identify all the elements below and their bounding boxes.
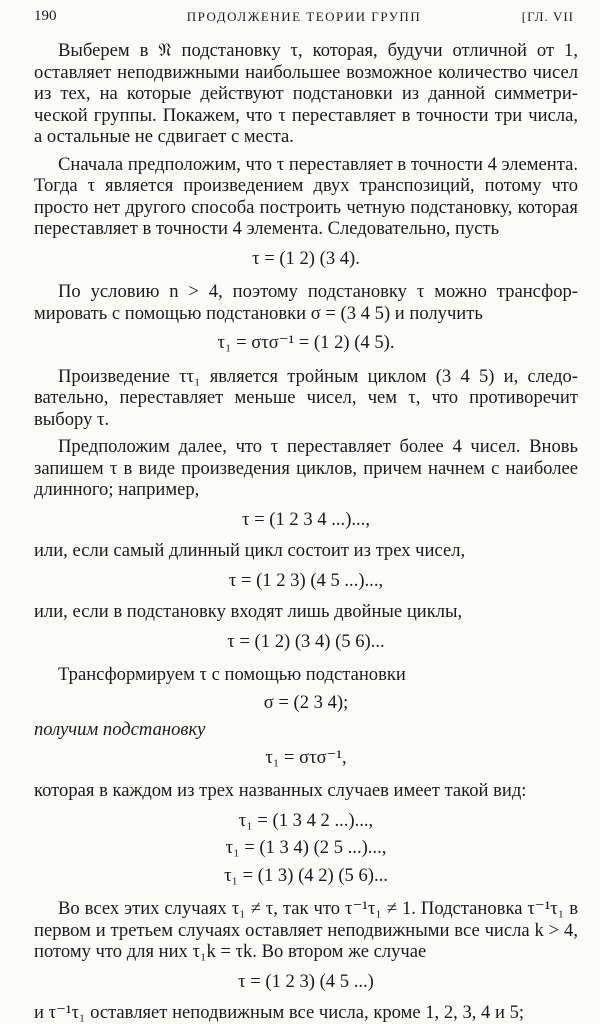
- chapter-marker: [ГЛ. VII: [521, 9, 574, 24]
- equation-3: τ = (1 2 3 4 ...)...,: [242, 508, 370, 530]
- equation-2: τ₁ = στσ⁻¹ = (1 2) (4 5).: [217, 332, 395, 353]
- equation-7: τ₁ = στσ⁻¹,: [265, 746, 347, 768]
- paragraph-12: и τ⁻¹τ₁ оставляет неподвижным все числа, кроме 1, 2, 3, 4 и 5;: [34, 1002, 525, 1023]
- paragraph-6: или, если самый длинный цикл состоит из трех чисел,: [34, 540, 466, 561]
- paragraph-5: Предположим далее, что τ переставляет более 4 чисел. Вновь запишем τ в виде произведения циклов, причем начнем с наиболее длинного; например,: [34, 436, 578, 500]
- equation-5: τ = (1 2) (3 4) (5 6)...: [227, 630, 385, 652]
- paragraph-9: получим подстановку: [34, 719, 206, 740]
- paragraph-10: которая в каждом из трех названных случаев имеет такой вид:: [34, 780, 527, 801]
- paragraph-4: Произведение ττ₁ является тройным циклом (3 4 5) и, следовательно, переставляет меньше чисел, чем τ, что противоречит выбору τ.: [34, 365, 578, 430]
- paragraph-3: По условию n > 4, поэтому подстановку τ можно трансформировать с помощью подстановки σ = (3 4 5) и получить: [34, 281, 578, 324]
- equation-8c: τ₁ = (1 3) (4 2) (5 6)...: [224, 864, 388, 886]
- running-header: [34, 8, 574, 30]
- paragraph-8: Трансформируем τ с помощью подстановки: [58, 664, 406, 685]
- page-body: [34, 40, 578, 1024]
- paragraph-2: Сначала предположим, что τ переставляет в точности 4 элемента. Тогда τ является произведением двух транспозиций, потому что просто нет другого способа построить четную подстановку, которая переставляет в точности 4 элемента. Следовательно, пусть: [34, 153, 578, 239]
- equation-1: τ = (1 2) (3 4).: [252, 247, 360, 269]
- running-title: ПРОДОЛЖЕНИЕ ТЕОРИИ ГРУПП: [186, 9, 422, 24]
- equation-4: τ = (1 2 3) (4 5 ...)...,: [228, 569, 384, 591]
- equation-9: τ = (1 2 3) (4 5 ...): [238, 970, 374, 992]
- equation-8a: τ₁ = (1 3 4 2 ...)...,: [238, 809, 374, 831]
- paragraph-7: или, если в подстановку входят лишь двойные циклы,: [34, 601, 463, 622]
- page-number: 190: [34, 8, 57, 24]
- equation-8b: τ₁ = (1 3 4) (2 5 ...)...,: [225, 837, 387, 858]
- equation-6: σ = (2 3 4);: [263, 691, 349, 713]
- paragraph-1: Выберем в 𝔑 подстановку τ, которая, будучи отличной от 1, оставляет неподвижными наибольшее возможное количество чисел из тех, на которые действуют подстановки из данной симметрической группы. Покажем, что τ переставляет в точности три числа, а остальные не сдвигает с места.: [34, 40, 578, 147]
- paragraph-11: Во всех этих случаях τ₁ ≠ τ, так что τ⁻¹τ₁ ≠ 1. Подстановка τ⁻¹τ₁ в первом и третьем случаях оставляет неподвижными все числа k > 4, потому что для них τ₁k = τk. Во втором же случае: [34, 898, 578, 962]
